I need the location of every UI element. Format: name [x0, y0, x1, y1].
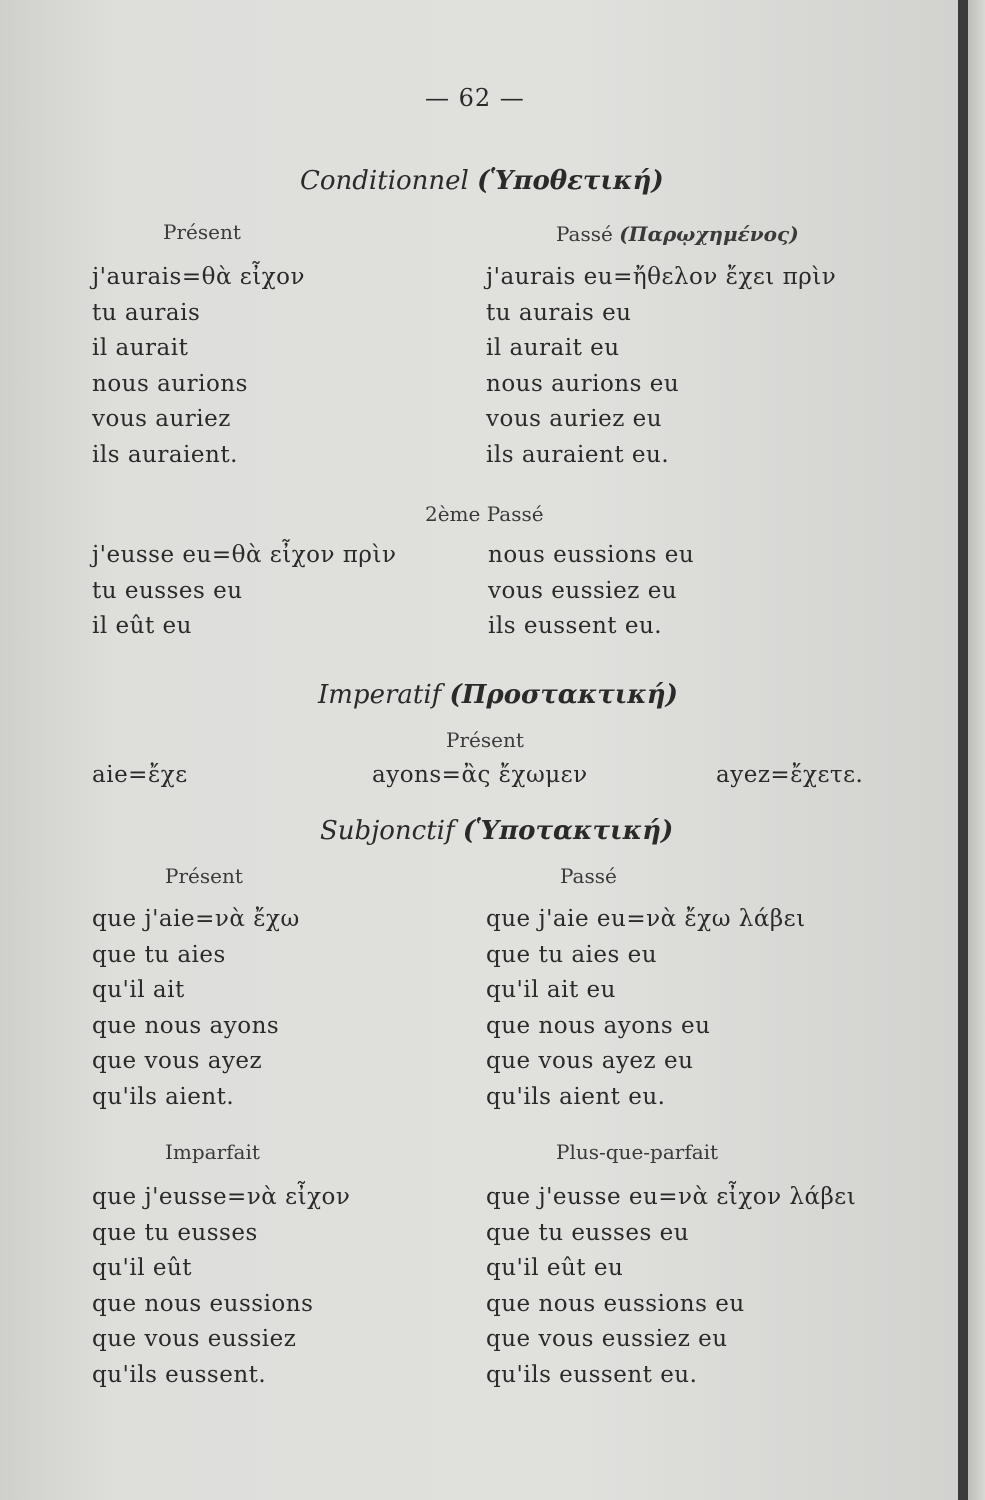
conjugation-line: qu'ils eussent eu.	[486, 1361, 698, 1388]
subjonctif-present-list	[92, 902, 300, 1115]
imperatif-heading	[318, 680, 678, 710]
subjonctif-passe-list	[486, 902, 806, 1115]
conditionnel-passe-list	[486, 260, 836, 473]
conjugation-line: tu eusses eu	[92, 577, 243, 604]
conditionnel-passe2-left-list	[92, 538, 396, 645]
subjonctif-imparfait-label: Imparfait	[165, 1140, 260, 1164]
conjugation-line: que j'eusse eu=νὰ εἶχον λάβει	[486, 1184, 857, 1210]
conjugation-line: tu aurais eu	[486, 299, 632, 326]
subjonctif-plusqueparfait-list	[486, 1180, 856, 1393]
conjugation-line: qu'ils eussent.	[92, 1361, 267, 1388]
subjonctif-passe-label: Passé	[560, 864, 617, 888]
subjonctif-plusqueparfait-label: Plus-que-parfait	[556, 1140, 719, 1164]
conjugation-line: que nous ayons	[92, 1012, 280, 1039]
conjugation-line: que nous eussions eu	[486, 1290, 745, 1317]
conjugation-line: ils auraient.	[92, 441, 238, 468]
adjacent-page-edge	[968, 0, 985, 1500]
conjugation-line: vous eussiez eu	[488, 577, 678, 604]
conjugation-line: que nous ayons eu	[486, 1012, 711, 1039]
conjugation-line: qu'il ait	[92, 977, 185, 1003]
subjonctif-heading	[320, 816, 673, 846]
conjugation-line: il eût eu	[92, 613, 192, 639]
imperatif-title-greek: (Προστακτική)	[449, 680, 678, 710]
conditionnel-present-list	[92, 260, 305, 473]
subjonctif-imparfait-list	[92, 1180, 350, 1393]
conjugation-line: vous auriez eu	[486, 406, 663, 432]
conjugation-line: que vous eussiez	[92, 1326, 297, 1352]
conjugation-line: que vous eussiez eu	[486, 1326, 728, 1352]
conjugation-line: que tu eusses	[92, 1219, 258, 1246]
conjugation-line: vous auriez	[92, 406, 231, 432]
conjugation-line: que tu eusses eu	[486, 1219, 690, 1246]
conditionnel-title: Conditionnel	[300, 166, 469, 196]
conjugation-line: j'aurais=θὰ εἶχον	[92, 264, 306, 290]
conjugation-line: j'aurais eu=ἤθελον ἔχει πρὶν	[486, 264, 837, 290]
conditionnel-passe-label-text: Passé	[556, 222, 613, 246]
conjugation-line: nous aurions	[92, 370, 248, 397]
conjugation-line: que j'aie eu=νὰ ἔχω λάβει	[486, 906, 806, 932]
conjugation-line: ils eussent eu.	[488, 613, 663, 639]
conditionnel-present-label: Présent	[163, 220, 241, 244]
imperatif-form-1pl: ayons=ἂς ἔχωμεν	[372, 762, 588, 788]
subjonctif-title-greek: (Ὑποτακτική)	[462, 816, 674, 846]
subjonctif-present-label: Présent	[165, 864, 243, 888]
imperatif-form-2sg: aie=ἔχε	[92, 762, 188, 788]
conjugation-line: qu'ils aient.	[92, 1083, 235, 1110]
conditionnel-title-greek: (Ὑποθετική)	[477, 166, 664, 196]
conjugation-line: nous eussions eu	[488, 542, 695, 568]
conjugation-line: ils auraient eu.	[486, 441, 670, 468]
conjugation-line: que tu aies	[92, 941, 226, 968]
conditionnel-heading	[300, 166, 664, 196]
conjugation-line: que nous eussions	[92, 1290, 314, 1317]
conditionnel-passe-label	[556, 222, 799, 246]
conjugation-line: que vous ayez eu	[486, 1048, 694, 1074]
imperatif-form-2pl: ayez=ἔχετε.	[716, 762, 864, 788]
conditionnel-passe2-right-list	[488, 538, 694, 645]
conjugation-line: il aurait	[92, 335, 189, 361]
conjugation-line: qu'il eût eu	[486, 1255, 624, 1281]
conjugation-line: il aurait eu	[486, 335, 620, 361]
page-binding-shadow	[958, 0, 968, 1500]
conjugation-line: nous aurions eu	[486, 370, 680, 397]
conjugation-line: qu'ils aient eu.	[486, 1083, 666, 1110]
conjugation-line: que tu aies eu	[486, 941, 658, 968]
subjonctif-title: Subjonctif	[320, 816, 455, 846]
conditionnel-passe-label-greek: (Παρῳχημένος)	[619, 222, 799, 246]
conjugation-line: qu'il eût	[92, 1255, 193, 1281]
conjugation-line: que j'eusse=νὰ εἶχον	[92, 1184, 351, 1210]
imperatif-present-label: Présent	[446, 728, 524, 752]
conjugation-line: tu aurais	[92, 299, 201, 326]
conjugation-line: j'eusse eu=θὰ εἶχον πρὶν	[92, 542, 397, 568]
page-number: — 62 —	[425, 84, 525, 112]
conditionnel-passe2-label: 2ème Passé	[425, 502, 544, 526]
conjugation-line: que j'aie=νὰ ἔχω	[92, 906, 300, 932]
conjugation-line: que vous ayez	[92, 1048, 263, 1074]
imperatif-title: Imperatif	[318, 680, 442, 710]
conjugation-line: qu'il ait eu	[486, 977, 616, 1003]
